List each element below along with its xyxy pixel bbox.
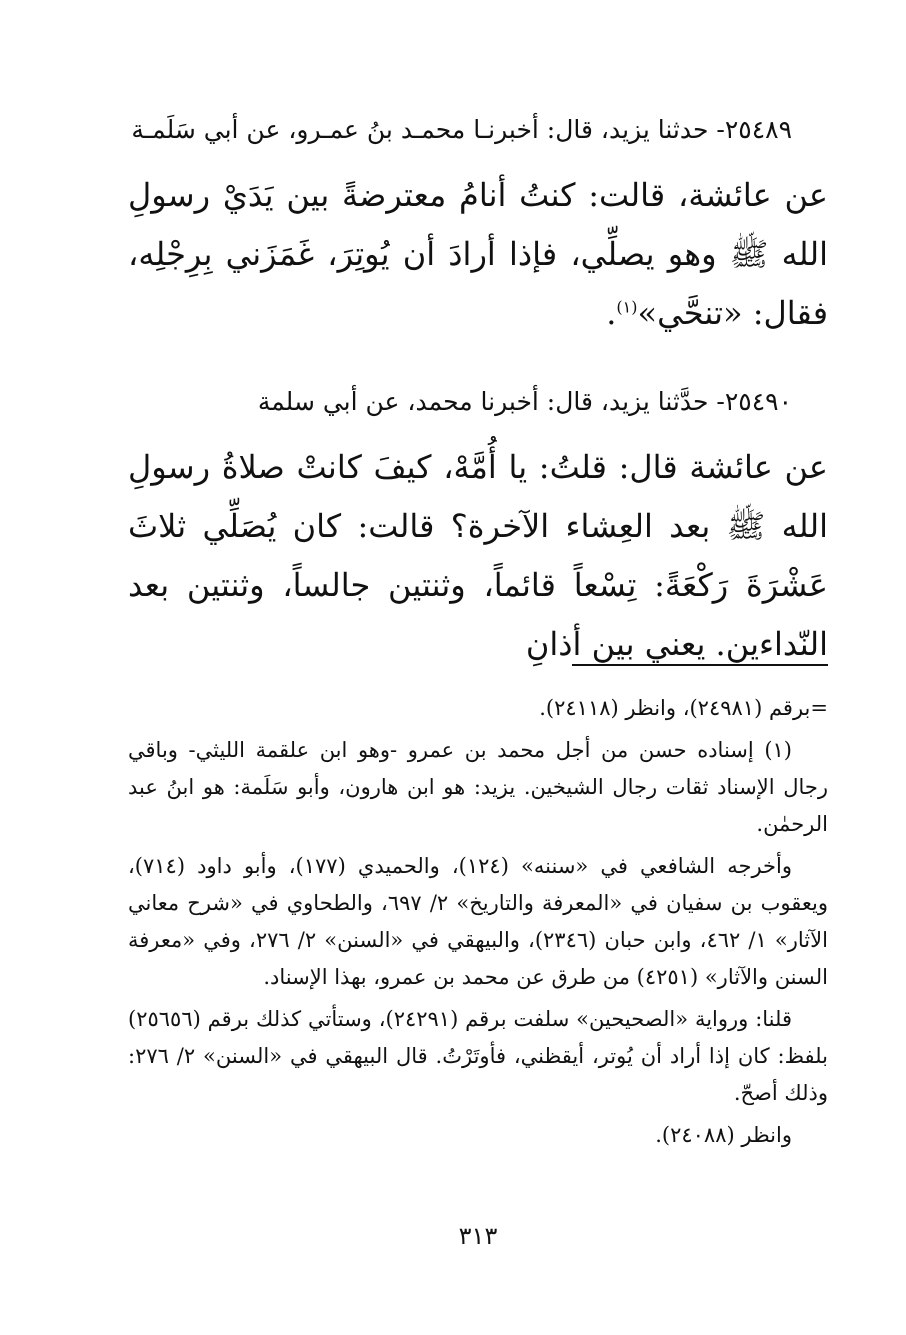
hadith-25489	[128, 108, 828, 343]
matn-text: عن عائشة، قالت: كنتُ أنامُ معترضةً بين يَدَيْ رسولِ الله ﷺ وهو يصلِّي، فإذا أرادَ أن يُوتِرَ، غَمَزَني بِرِجْلِه، فقال: «تنحَّي»	[128, 176, 828, 332]
hadith-number: ٢٥٤٩٠-	[716, 387, 792, 416]
hadith-number: ٢٥٤٨٩-	[716, 115, 792, 144]
page-number: ٣١٣	[458, 1222, 498, 1250]
footnotes	[128, 690, 828, 1159]
footnote-marker: (١)	[616, 297, 638, 317]
hadith-chain	[128, 380, 828, 424]
chain-text: حدثنا يزيد، قال: أخبرنـا محمـد بنُ عمـرو، عن أبي سَلَمـة	[131, 115, 709, 144]
hadith-text: عن عائشة قال: قلتُ: يا أُمَّهْ، كيفَ كانتْ صلاةُ رسولِ الله ﷺ بعد العِشاء الآخرة؟ قالت: كان يُصَلِّي ثلاثَ عَشْرَةَ رَكْعَةً: تِسْعاً قائماً، وثنتين جالساً، وثنتين بعد النّداءين. يعني بين أذانِ	[128, 448, 828, 663]
hadith-25490	[128, 380, 828, 674]
sentence-end: .	[606, 294, 617, 332]
footnote-note: قلنا: ورواية «الصحيحين» سلفت برقم (٢٤٢٩١)، وستأتي كذلك برقم (٢٥٦٥٦) بلفظ: كان إذا أراد أن يُوتر، أيقظني، فأوتَرْتُ. قال البيهقي في «السنن» ٢/ ٢٧٦: وذلك أصحّ.	[128, 1007, 828, 1105]
footnote-separator	[572, 664, 828, 666]
footnote-continuation: =برقم (٢٤٩٨١)، وانظر (٢٤١١٨).	[539, 696, 828, 720]
book-page	[128, 0, 828, 1335]
hadith-chain	[128, 108, 828, 152]
chain-text: حدَّثنا يزيد، قال: أخبرنا محمد، عن أبي سلمة	[257, 387, 709, 416]
footnote-takhrij: وأخرجه الشافعي في «سننه» (١٢٤)، والحميدي (١٧٧)، وأبو داود (٧١٤)، ويعقوب بن سفيان في «المعرفة والتاريخ» ٢/ ٦٩٧، والطحاوي في «شرح معاني الآثار» ١/ ٤٦٢، وابن حبان (٢٣٤٦)، والبيهقي في «السنن» ٢/ ٢٧٦، وفي «معرفة السنن والآثار» (٤٢٥١) من طرق عن محمد بن عمرو، بهذا الإسناد.	[128, 854, 828, 989]
footnote-see-also: وانظر (٢٤٠٨٨).	[655, 1123, 792, 1147]
footnote-1: (١) إسناده حسن من أجل محمد بن عمرو -وهو ابن علقمة الليثي- وباقي رجال الإسناد ثقات رجال الشيخين. يزيد: هو ابن هارون، وأبو سَلَمة: هو ابنُ عبد الرحمٰن.	[128, 738, 828, 836]
hadith-text	[128, 166, 828, 343]
